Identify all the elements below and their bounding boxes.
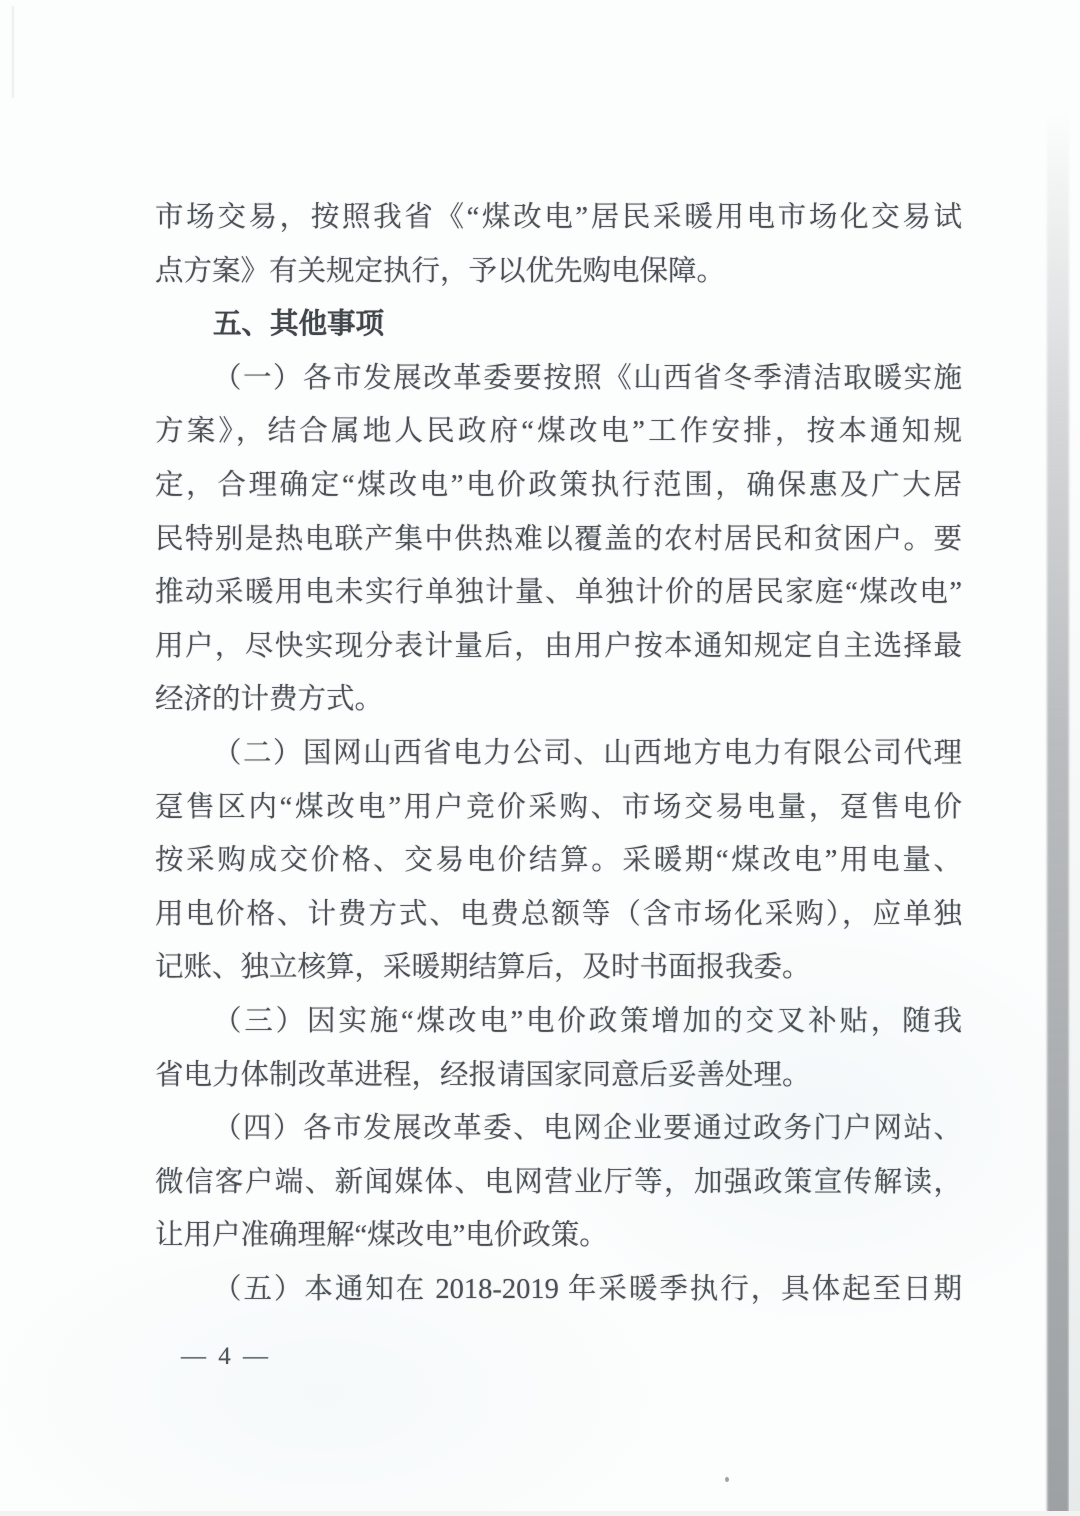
text-line: 微信客户端、新闻媒体、电网营业厅等，加强政策宣传解读， bbox=[155, 1166, 962, 1198]
text-line: （四）各市发展改革委、电网企业要通过政务门户网站、 bbox=[213, 1113, 962, 1145]
scan-edge-light-right bbox=[1069, 400, 1080, 1516]
text-line: 省电力体制改革进程，经报请国家同意后妥善处理。 bbox=[155, 1059, 811, 1091]
text-line: （一）各市发展改革委要按照《山西省冬季清洁取暖实施 bbox=[213, 362, 962, 394]
text-line: 用户，尽快实现分表计量后，由用户按本通知规定自主选择最 bbox=[155, 630, 962, 662]
text-line: 趸售区内“煤改电”用户竞价采购、市场交易电量，趸售电价 bbox=[155, 791, 962, 823]
text-line: 点方案》有关规定执行，予以优先购电保障。 bbox=[155, 255, 726, 287]
section-heading: 五、其他事项 bbox=[213, 308, 385, 341]
text-line: 方案》，结合属地人民政府“煤改电”工作安排，按本通知规 bbox=[155, 416, 962, 448]
page-number: — 4 — bbox=[181, 1343, 271, 1370]
text-line: 让用户准确理解“煤改电”电价政策。 bbox=[155, 1220, 608, 1252]
text-line: 市场交易，按照我省《“煤改电”居民采暖用电市场化交易试 bbox=[155, 202, 962, 233]
scan-speck bbox=[725, 1477, 729, 1482]
scan-bottom-edge bbox=[0, 1511, 1080, 1516]
text-line: （二）国网山西省电力公司、山西地方电力有限公司代理 bbox=[213, 737, 962, 769]
document-body bbox=[155, 191, 962, 1316]
text-line: 记账、独立核算，采暖期结算后，及时书面报我委。 bbox=[155, 952, 811, 984]
text-line: 推动采暖用电未实行单独计量、单独计价的居民家庭“煤改电” bbox=[155, 577, 962, 609]
text-line: （五）本通知在 2018-2019 年采暖季执行，具体起至日期 bbox=[213, 1273, 962, 1305]
text-line: 民特别是热电联产集中供热难以覆盖的农村居民和贫困户。要 bbox=[155, 523, 962, 555]
text-line: 定，合理确定“煤改电”电价政策执行范围，确保惠及广大居 bbox=[155, 469, 962, 501]
scan-edge-shadow-right bbox=[1047, 112, 1069, 1516]
scan-edge-line-top-left bbox=[12, 6, 14, 98]
text-line: 用电价格、计费方式、电费总额等（含市场化采购），应单独 bbox=[155, 898, 962, 930]
text-line: 经济的计费方式。 bbox=[155, 684, 384, 716]
text-line: （三）因实施“煤改电”电价政策增加的交叉补贴，随我 bbox=[213, 1005, 962, 1037]
text-line: 按采购成交价格、交易电价结算。采暖期“煤改电”用电量、 bbox=[155, 845, 962, 877]
